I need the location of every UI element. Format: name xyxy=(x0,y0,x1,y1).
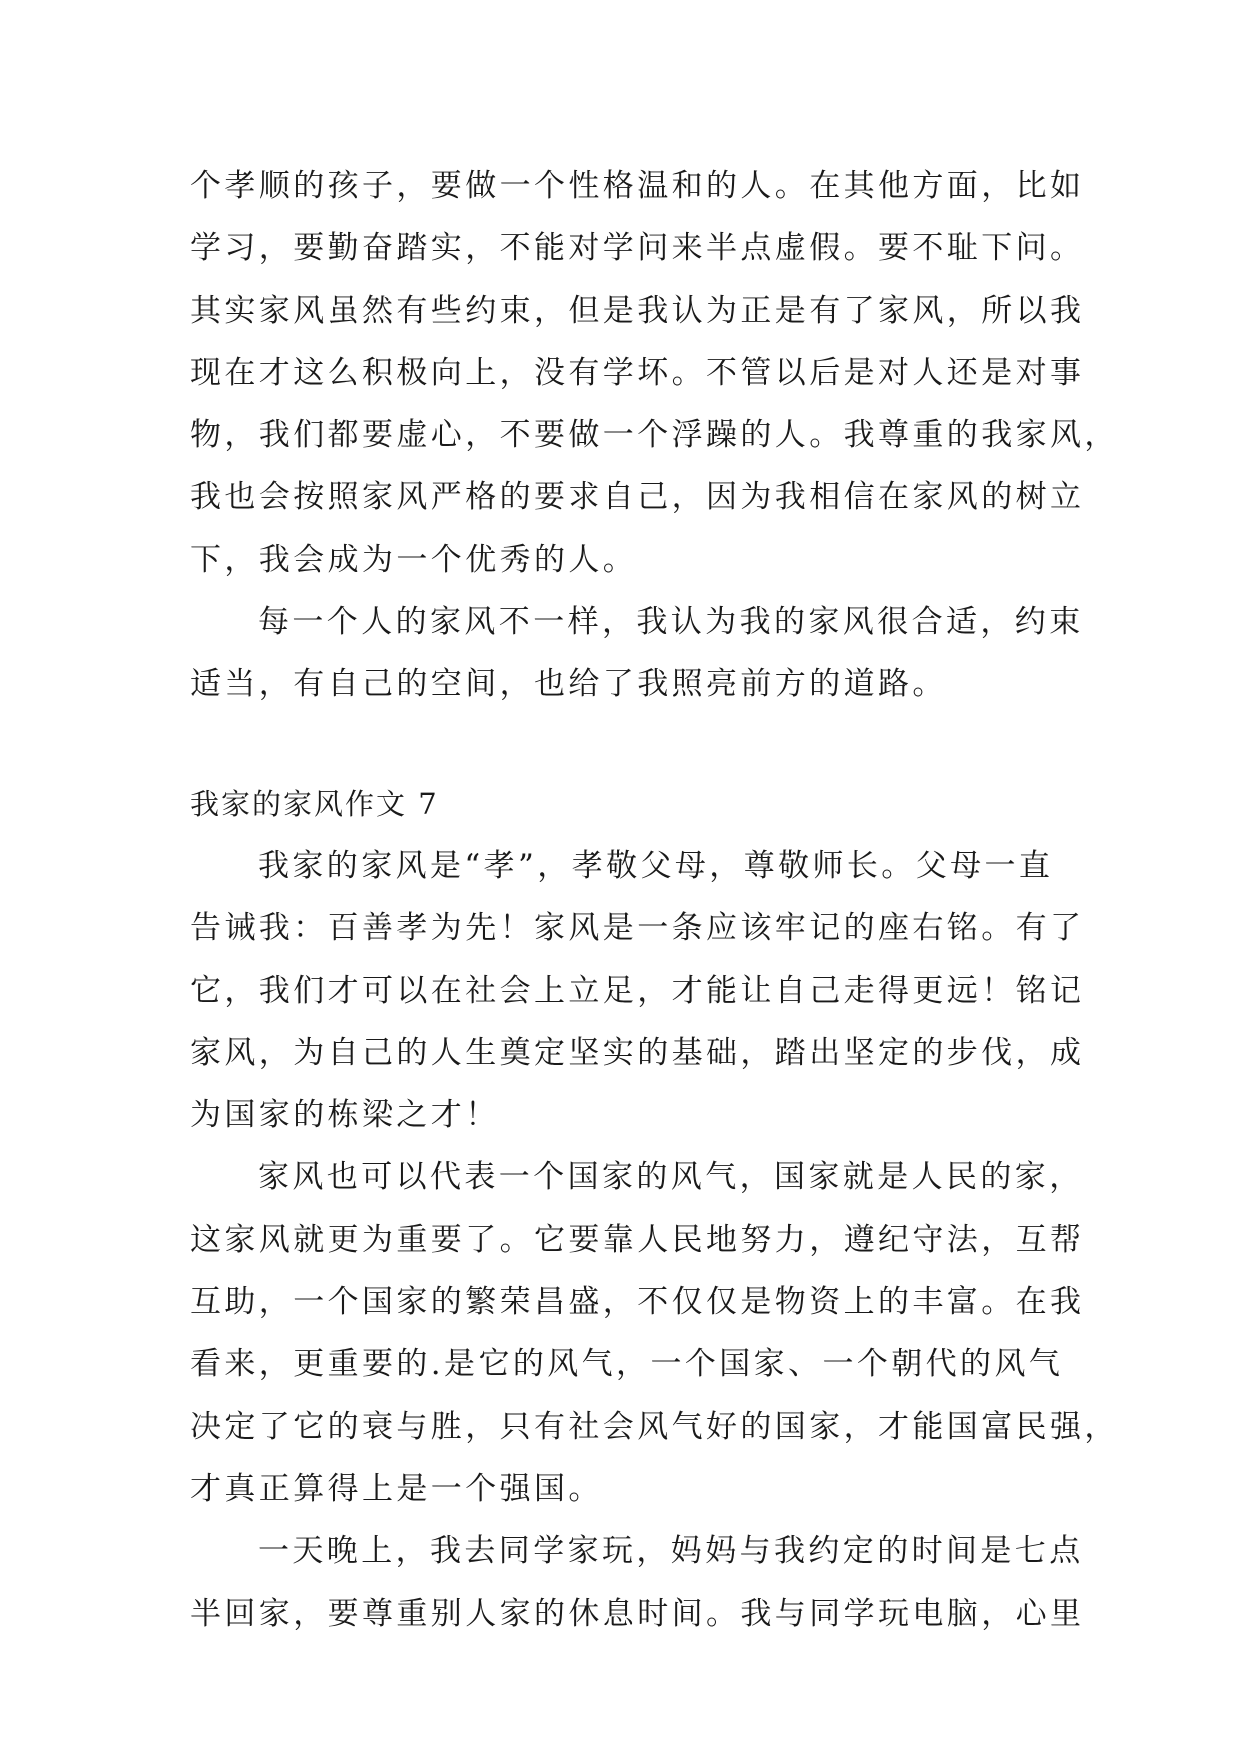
text-line: 家风，为自己的人生奠定坚实的基础，踏出坚定的步伐，成 xyxy=(190,1034,1085,1071)
text-line: 每一个人的家风不一样，我认为我的家风很合适，约束 xyxy=(258,604,1084,641)
text-line: 家风也可以代表一个国家的风气，国家就是人民的家， xyxy=(258,1159,1084,1196)
text-line: 其实家风虽然有些约束，但是我认为正是有了家风，所以我 xyxy=(190,292,1085,329)
text-line: 它，我们才可以在社会上立足，才能让自己走得更远！铭记 xyxy=(190,972,1085,1009)
text-line: 这家风就更为重要了。它要靠人民地努力，遵纪守法，互帮 xyxy=(190,1221,1085,1258)
text-line: 我家的家风是“孝”，孝敬父母，尊敬师长。父母一直 xyxy=(258,847,1054,884)
paragraph xyxy=(190,1146,1119,1520)
text-line: 下，我会成为一个优秀的人。 xyxy=(190,541,638,578)
text-line: 为国家的栋梁之才！ xyxy=(190,1097,500,1134)
text-line: 现在才这么积极向上，没有学坏。不管以后是对人还是对事 xyxy=(190,354,1085,391)
text-line: 学习，要勤奋踏实，不能对学问来半点虚假。要不耻下问。 xyxy=(190,230,1085,267)
paragraph xyxy=(190,591,1084,716)
text-line: 互助，一个国家的繁荣昌盛，不仅仅是物资上的丰富。在我 xyxy=(190,1284,1085,1321)
text-line: 告诫我：百善孝为先！家风是一条应该牢记的座右铭。有了 xyxy=(190,910,1085,947)
paragraph xyxy=(190,835,1085,1146)
text-line: 我也会按照家风严格的要求自己，因为我相信在家风的树立 xyxy=(190,479,1085,516)
section-heading: 我家的家风作文 7 xyxy=(190,786,439,821)
text-line: 决定了它的衰与胜，只有社会风气好的国家，才能国富民强， xyxy=(190,1408,1119,1445)
text-line: 半回家，要尊重别人家的休息时间。我与同学玩电脑，心里 xyxy=(190,1595,1085,1632)
text-line: 个孝顺的孩子，要做一个性格温和的人。在其他方面，比如 xyxy=(190,168,1085,204)
text-line: 适当，有自己的空间，也给了我照亮前方的道路。 xyxy=(190,666,947,703)
paragraph-continued xyxy=(190,155,1119,591)
paragraph xyxy=(190,1520,1085,1645)
document-body xyxy=(190,155,1119,1645)
text-line: 一天晚上，我去同学家玩，妈妈与我约定的时间是七点 xyxy=(258,1533,1084,1570)
text-line: 物，我们都要虚心，不要做一个浮躁的人。我尊重的我家风， xyxy=(190,417,1119,454)
section-gap xyxy=(190,716,1080,773)
text-line: 看来，更重要的.是它的风气，一个国家、一个朝代的风气 xyxy=(190,1346,1064,1383)
text-line: 才真正算得上是一个强国。 xyxy=(190,1470,603,1507)
